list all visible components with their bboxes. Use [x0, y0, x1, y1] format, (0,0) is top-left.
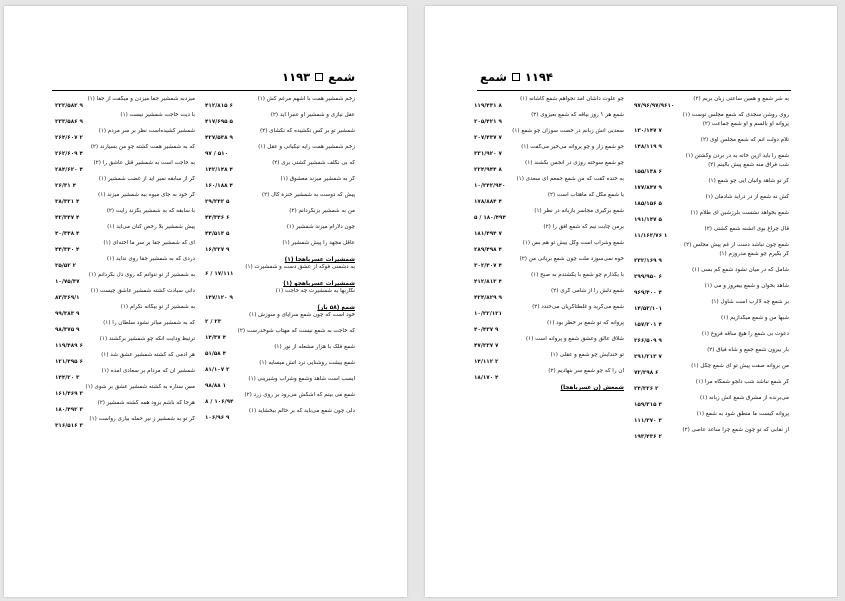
index-entry	[474, 176, 624, 190]
verse-text: هرجا که باشم برود همه کشته شمشیر (۲)	[97, 400, 195, 406]
page-header	[480, 70, 553, 84]
reference-number: ۲۶/۳۱ ۴	[55, 183, 77, 189]
index-entry	[55, 384, 195, 398]
index-entry	[474, 320, 624, 334]
section-heading: شمشیرات عسرباهجو (۱)	[283, 281, 355, 287]
reference-number: ۲۸۹/۴۹۸ ۴	[474, 247, 502, 253]
reference-number: ۱۹۳/۴۳۶ ۲	[634, 434, 662, 440]
verse-text: از نقابی که تو چون شمع چرا ساعد عاصی (۲)	[682, 427, 789, 433]
verse-text: آن را که چو شمع سر بنهادیم (۲)	[548, 368, 624, 374]
index-entry	[55, 96, 195, 110]
reference-number: ۶ / ۱۷/۱۱۱	[205, 271, 234, 277]
verse-text: من بروانه صفت پیش تو ای شمع چگل (۱)	[691, 363, 789, 369]
index-entry	[205, 192, 355, 206]
index-entry	[474, 160, 624, 174]
reference-number: ۲۶۴/۶۰۷ ۲	[55, 135, 83, 141]
verse-text: که به شمشیر همت کشته چو من بسیارند (۲)	[90, 144, 195, 150]
verse-text: زخم شمشیر همت با اشهم مرغم کش (۱)	[257, 96, 355, 102]
index-entry	[205, 264, 355, 278]
reference-number: ۲۵/۵۲ ۲	[55, 263, 77, 269]
index-entry	[634, 427, 789, 441]
index-entry	[55, 368, 195, 382]
reference-number: ۳۳۱/۹۲۰ ۷	[474, 151, 502, 157]
verse-text: تلام دولت آنم که شمع مجلس اوی (۲)	[700, 137, 789, 143]
reference-number: ۱۱۹/۴۳۱ ۸	[474, 103, 502, 109]
index-entry	[634, 178, 789, 192]
page-number: ۱۱۹۳	[282, 70, 311, 84]
verse-text: خوه نمی‌سوزد ملت چون شمع بریانی من (۲)	[519, 256, 624, 262]
reference-number: ۱۶۱/۴۶۹ ۳	[55, 391, 83, 397]
reference-number: ۴۱۷/۶۹۵ ۵	[205, 119, 233, 125]
verse-text: گر شمع نباشد شب دلجو شمگاه مرا (۱)	[695, 379, 789, 385]
reference-number: ۱۰/۲۲/۱۲۱	[474, 311, 502, 317]
index-entry	[55, 160, 195, 174]
reference-number: ۲ / ۲۳	[205, 319, 222, 325]
verse-text: ترتیظ ودایت آنکه چو شمشیر برکشند (۱)	[99, 336, 195, 342]
reference-number: ۴۷/۲۳۷ ۷	[474, 343, 499, 349]
index-entry	[474, 192, 624, 206]
reference-number: ۱۱۹/۴۸۹ ۶	[55, 343, 83, 349]
reference-number: ۱۵۵/۱۳۸ ۶	[634, 169, 662, 175]
index-entry	[474, 368, 624, 382]
verse-text: شمع بخواهد نشست بلرزشین ای طلام (۱)	[690, 210, 789, 216]
verse-text: شمشیر آن که مردام بر سعادی آمده (۱)	[101, 368, 195, 374]
verse-text: با سابقه که به شمشیر بگزند رایت (۲)	[106, 208, 195, 214]
reference-number: ۱۲۱/۴۹۵ ۶	[55, 359, 83, 365]
reference-number: ۵ / ۱۸۰/۴۹۴	[474, 215, 506, 221]
left-page	[4, 6, 407, 597]
verse-text: بار بیرون شمع جمع و شاه فیاق (۲)	[707, 347, 789, 353]
verse-text: من به شمشیر بزنگردانم (۲)	[289, 208, 355, 214]
index-entry	[634, 267, 789, 281]
reference-number: ۳۸/۳۲۱ ۴	[55, 199, 80, 205]
verse-text: به شمشیر از تو نتوانم که روی دل بگردانم (۱)	[88, 272, 195, 278]
reference-number: ۴۴/۳۴۶ ۶	[205, 215, 230, 221]
verse-text: شلاق عالق وعشق شمع و پروانه است (۱)	[525, 336, 624, 342]
reference-number: ۲۲۲/۵۸۲ ۹	[55, 103, 83, 109]
reference-number: ۱۸۱/۴۹۴ ۷	[474, 231, 502, 237]
square-icon	[512, 73, 520, 81]
verse-text: می‌برنده از مشرق شمع آتش زبانه (۱)	[699, 395, 789, 401]
index-entry	[634, 242, 789, 249]
index-entry	[474, 112, 624, 126]
index-entry	[205, 376, 355, 390]
index-entry	[205, 288, 355, 302]
index-entry	[205, 224, 355, 238]
right-page	[425, 6, 837, 597]
index-entry	[634, 363, 789, 377]
verse-text: که بی نگلف شمشیر کشتی بری (۲)	[272, 160, 355, 166]
reference-number: ۱۶/۲۲۷ ۹	[205, 247, 230, 253]
verse-text: شمشیر تو بر کس نکشیده که نکشای (۲)	[260, 128, 355, 134]
verse-text: گر به شمشیر میزند معشوق (۱)	[280, 176, 355, 182]
index-entry	[55, 304, 195, 318]
reference-number: ۸۳/۳۶۹/۱	[55, 295, 80, 301]
reference-number: ۷۲/۲۹۸ ۶	[634, 370, 659, 376]
index-entry	[474, 352, 624, 366]
index-entry	[55, 176, 195, 190]
reference-number: ۱۱۱/۳۷۰ ۳	[634, 418, 662, 424]
index-entry	[205, 144, 355, 158]
verse-text: برمن چابت نیم که شمع افق را (۲)	[543, 224, 624, 230]
section-heading: شمشیرات عسرباهجا (۱)	[284, 257, 355, 263]
reference-number: ۲۹۹/۹۵۰ ۶	[634, 274, 662, 280]
index-entry	[205, 96, 355, 110]
reference-number: ۲۴/۲۲۶ ۲	[634, 386, 659, 392]
verse-text: که به شمشیر میاثر نشود سلطان را (۱)	[103, 320, 195, 326]
reference-number: ۹۷/۹۶/۹۷/۹۶۱۰	[634, 103, 675, 109]
verse-text: تو خندایش چو شمع و عقلی (۱)	[550, 352, 624, 358]
verse-text: شمع برگیری مجاسر بازبانه در نظر (۱)	[534, 208, 624, 214]
square-icon	[315, 73, 323, 81]
reference-number: ۹۹/۳۸۳ ۹	[55, 311, 80, 317]
verse-text: دردی که به شمشیر جفا روی نداید (۱)	[106, 256, 195, 262]
verse-text: شمع فلک با هزار مشعله از نور (۱)	[274, 344, 355, 350]
index-entry	[634, 347, 789, 361]
index-entry	[634, 315, 789, 329]
verse-text: گر تو شاهد وانیان آیی چو شمع (۱)	[708, 178, 789, 184]
verse-text: نگاربها به شمشیرت چه حاجت (۱)	[275, 288, 355, 294]
index-entry	[634, 226, 789, 240]
index-entry	[474, 144, 624, 158]
index-entry	[634, 411, 789, 425]
reference-number: ۱۴/۳۷ ۴	[205, 335, 227, 341]
verse-text: شامل که در میان نشود شمع گم بسی (۱)	[691, 267, 789, 273]
verse-text: به خاجت است به شمشیر قتل عاشق را (۲)	[93, 160, 195, 166]
reference-number: ۴۱۲/۸۱۵ ۶	[205, 103, 233, 109]
verse-text: پیش شمشیر بلا رخص کنان می‌آید (۱)	[107, 224, 195, 230]
verse-text: گر تو به شمشیر ز نیر حمله بیاری رواست (۱)	[89, 416, 195, 422]
reference-number: ۲۳۲/۱۶۹ ۹	[634, 258, 662, 264]
verse-text: دانی سیادت کشته شمشیر عاشق چیست (۱)	[90, 288, 195, 294]
verse-text: روی روشن سجدی که شمع مجلس توست (۱)	[682, 112, 789, 118]
verse-text: ای که شمشیر جفا بر سر ما آخته‌ای (۱)	[103, 240, 195, 246]
verse-text: شمع وشراب است وگل بیش تو هم بس (۱)	[522, 240, 624, 246]
verse-text: پروانه که تو شمع بر خطر بود (۱)	[546, 320, 624, 326]
reference-number: ۹۷ / ۵۱۰	[205, 151, 229, 157]
verse-text: به شمشیر از تو بیگانه نگرام (۱)	[120, 304, 195, 310]
verse-text: به دشمنی فوکه از عشق دست و شمشیرت (۱)	[245, 264, 355, 270]
index-entry	[55, 352, 195, 366]
index-entry	[474, 288, 624, 302]
verse-text: یا شمع مگل که ماهتاب است (۲)	[547, 192, 624, 198]
entries-column	[205, 96, 355, 424]
reference-number: ۴۰/۴۳۷ ۹	[474, 327, 499, 333]
reference-number: ۱۶۰/۱۸۸ ۴	[205, 183, 233, 189]
reference-number: ۴۰/۳۴۸ ۴	[55, 231, 80, 237]
verse-text: شمع چون نباشد دست از غم پیش مجلس (۲)	[683, 242, 789, 248]
entries-column	[474, 96, 624, 392]
verse-text: شمع دلش را از شامی گری (۲)	[551, 288, 624, 294]
index-entry	[205, 312, 355, 326]
index-entry	[55, 208, 195, 222]
index-entry	[55, 288, 195, 302]
index-entry	[55, 112, 195, 126]
index-entry	[205, 240, 355, 254]
index-entry	[55, 192, 195, 206]
reference-number: ۴۴/۳۴۰ ۴	[55, 247, 80, 253]
verse-text: که خاجت به شمع نیست که مهتاب شوخدرست (۲)	[237, 328, 355, 334]
index-entry	[55, 224, 195, 238]
index-entry	[634, 194, 789, 208]
reference-number: ۱۳۰/۱۴۷ ۷	[634, 128, 662, 134]
verse-text: هر آدمی که کشته شمشیر عشق شد (۱)	[101, 352, 195, 358]
verse-text: عاقل مجهد را پیش شمشیر (۱)	[282, 240, 355, 246]
verse-text: شب فراق منه شمع پیش بالینم (۲)	[708, 162, 789, 168]
index-entry	[205, 208, 355, 222]
verse-text: گر از سابقه نمیر آید از غضب شمشیر (۱)	[98, 176, 195, 182]
index-entry	[474, 256, 624, 270]
reference-number: ۱۵۹/۳۱۵ ۳	[634, 402, 662, 408]
index-entry	[474, 336, 624, 350]
header-word: شمع	[480, 70, 507, 84]
reference-number: ۹۸/۳۷۵ ۹	[55, 327, 80, 333]
index-entry	[474, 304, 624, 318]
section-heading: شمعش (ن عسرباهجا)	[560, 385, 624, 391]
reference-number: ۱۰/۷۵/۳۷	[55, 279, 80, 285]
verse-text: زخم شمشیر همت رایه تیکیانی و عقل (۱)	[258, 144, 355, 150]
reference-number: ۲۶۶/۵۰۹ ۹	[634, 338, 662, 344]
verse-text: پروانه کیست ما منطق شود به شمع (۱)	[696, 411, 789, 417]
index-entry	[205, 328, 355, 342]
reference-number: ۱۸/۱۷۰ ۴	[474, 375, 499, 381]
verse-text: شمع را باید ازین خانه به در بردن وکشتن (۱)	[685, 153, 789, 159]
verse-text: بر شمع چه لاارب است شاول (۱)	[711, 299, 789, 305]
verse-text: گر خود به جای میوه ببه شمشیر میزند (۱)	[98, 192, 195, 198]
index-entry	[634, 283, 789, 297]
header-rule	[52, 90, 357, 91]
index-entry	[474, 272, 624, 286]
index-entry	[55, 128, 195, 142]
reference-number: ۱۴۲/۱۴۸ ۴	[205, 167, 233, 173]
index-entry	[205, 176, 355, 190]
reference-number: ۱۱/۱۶۲/۷۶ ۱	[634, 233, 668, 239]
reference-number: ۱۴/۱۱۲ ۲	[474, 359, 499, 365]
index-entry	[55, 240, 195, 254]
index-entry	[55, 400, 195, 414]
index-entry	[205, 344, 355, 358]
verse-text: شبها من و شمع میگدازیم (۱)	[720, 315, 789, 321]
index-entry	[55, 256, 195, 270]
header-rule	[477, 90, 791, 91]
index-entry	[634, 112, 789, 119]
index-entry	[634, 162, 789, 176]
verse-text: شمع می بینم که اشکش می‌رود بر روی زرد (۲)	[244, 392, 355, 398]
index-entry	[634, 96, 789, 110]
reference-number: ۲۰۷/۴۳۷ ۷	[474, 135, 502, 141]
index-entry	[205, 128, 355, 142]
reference-number: ۳۱۶/۵۱۶ ۳	[55, 423, 83, 429]
verse-text: چو علوت داشان آمد نجواهم شمع کاشانه (۱)	[519, 96, 624, 102]
verse-text: چون دلارام میزند شمشیر (۱)	[286, 224, 355, 230]
verse-text: شمع می‌گرید و غلطتاگریان می‌خندد (۲)	[532, 304, 624, 310]
index-entry	[474, 224, 624, 238]
reference-number: ۸۱/۱۰۷ ۲	[205, 367, 230, 373]
index-entry	[55, 416, 195, 430]
verse-text: شمع هر ؟ روز بیاقه که شمع بعیزوی (۲)	[531, 112, 624, 118]
reference-number: ۴۲۷/۵۳۸ ۹	[205, 135, 233, 141]
verse-text: با یگذارم چو شمع با یکشندم به صبح (۱)	[530, 272, 624, 278]
verse-text: دعوت بی شمع را هیچ ساقه فروغ (۱)	[701, 331, 789, 337]
page-header	[282, 70, 355, 84]
reference-number: ۱۷۷/۸۴۷ ۹	[634, 185, 662, 191]
index-entry	[634, 331, 789, 345]
index-entry	[474, 128, 624, 142]
verse-text: عقل نیازی و شمشیر او عنبرا آید (۲)	[270, 112, 355, 118]
reference-number: ۹۸/۸۸ ۱	[205, 383, 227, 389]
reference-number: ۱۰/۲۴۲/۹۴۰	[474, 183, 506, 189]
index-entry	[474, 96, 624, 110]
index-entry	[634, 379, 789, 393]
index-entry	[474, 208, 624, 222]
index-entry	[55, 144, 195, 158]
entries-column	[55, 96, 195, 432]
reference-number: ۸ / ۱۰۶/۹۴	[205, 399, 234, 405]
index-entry	[634, 153, 789, 160]
reference-number: ۴۱۲/۸۱۳ ۴	[474, 279, 502, 285]
index-entry	[634, 299, 789, 313]
verse-text: شمع بیشت روشنایی نرد آتش میسایه (۱)	[259, 360, 355, 366]
reference-number: ۱۸۰/۴۹۲ ۳	[55, 407, 83, 413]
verse-text: پیش که دوست به شمشیر خنزة کال (۲)	[261, 192, 355, 198]
reference-number: ۱۹۱/۱۴۷ ۵	[634, 217, 662, 223]
reference-number: ۴۲/۳۴۷ ۴	[55, 215, 80, 221]
index-entry	[474, 240, 624, 254]
verse-text: پروانه او بالسم و او شمع جماعت (۲)	[702, 121, 789, 127]
page-number: ۱۱۹۴	[524, 70, 553, 84]
verse-text: ایسب است شاهد وشمع وشراب وشیرینی (۱)	[248, 376, 355, 382]
reference-number: ۲۶۲/۶۰۹ ۴	[55, 151, 83, 157]
verse-text: گر بگیرم چو شمع مدروزم (۱)	[719, 251, 789, 257]
reference-number: ۱۴۸/۱۱۹ ۹	[634, 144, 662, 150]
index-entry	[205, 360, 355, 374]
verse-text: جو شمع زار و چو پروانه می‌خیر می‌گفت (۱)	[521, 144, 624, 150]
reference-number: ۲۰۵/۴۲۱ ۹	[474, 119, 502, 125]
reference-number: ۲۳۳/۵۸۶ ۹	[55, 119, 83, 125]
verse-text: قال چراغ بوی آتشنه شمع گشتی (۲)	[704, 226, 789, 232]
verse-text: کش نه شمع از در درآید شادمان (۱)	[705, 194, 789, 200]
index-entry	[634, 137, 789, 151]
reference-number: ۵۱/۵۸ ۴	[205, 351, 227, 357]
reference-number: ۲۲۴/۹۴۴ ۸	[474, 167, 502, 173]
index-entry	[205, 392, 355, 406]
reference-number: ۹۶۹/۴۰۰ ۴	[634, 290, 662, 296]
index-entry	[205, 408, 355, 422]
verse-text: خود است که چون شمع سرایای و سوزش (۱)	[249, 312, 355, 318]
verse-text: به خنده گفت که من شمع جمعم ای سعدی (۱)	[516, 176, 624, 182]
index-entry	[55, 336, 195, 350]
verse-text: میزدبه شمشیر جفا میزدن و میگفت از جفا (۱)	[87, 96, 195, 102]
index-entry	[634, 210, 789, 224]
verse-text: سعدیی آتش زبانم در خصت سوزان چو شمع (۱)	[512, 128, 624, 134]
header-word: شمع	[328, 70, 355, 84]
verse-text: دلی چون شمع می‌باید که بر حالم ببخشاید (۱)	[248, 408, 355, 414]
reference-number: ۲۹/۲۴۲ ۵	[205, 199, 230, 205]
reference-number: ۱۴۴/۲۰ ۳	[55, 375, 80, 381]
reference-number: ۱۴/۵۳/۱۰۱	[634, 306, 662, 312]
index-entry	[205, 160, 355, 174]
reference-number: ۲۹۱/۲۱۳ ۷	[634, 354, 662, 360]
verse-text: شمشیر کشیده‌است نظر بر سر مردم (۱)	[98, 128, 195, 134]
verse-text: مس ستاره به کشته شمشیر عشق بر شوی (۱)	[85, 384, 195, 390]
verse-text: به شر شمع و همین ساعتی زبان بریم (۲)	[693, 96, 789, 102]
entries-column	[634, 96, 789, 443]
reference-number: ۲۸۴/۶۲۰ ۴	[55, 167, 83, 173]
reference-number: ۱۰۶/۹۶ ۹	[205, 415, 230, 421]
reference-number: ۱۷۸/۸۸۴ ۴	[474, 199, 502, 205]
reference-number: ۱۴۷/۱۲۰ ۹	[205, 295, 233, 301]
index-entry	[634, 121, 789, 135]
reference-number: ۱۸۵/۱۵۶ ۵	[634, 201, 662, 207]
index-entry	[205, 112, 355, 126]
verse-text: با دیت خاجت شمشیر نیست (۱)	[120, 112, 195, 118]
index-entry	[634, 251, 789, 265]
reference-number: ۴۲۴/۸۲۹ ۹	[474, 295, 502, 301]
reference-number: ۳۰۲/۴۰۷ ۴	[474, 263, 502, 269]
verse-text: چو شمع سوخته روزی در انجمن بکشند (۱)	[525, 160, 624, 166]
section-heading: شمع (۵۸ بار)	[317, 305, 355, 311]
index-entry	[55, 272, 195, 286]
verse-text: شاهد بخوان و شمع بیفروز و می (۱)	[704, 283, 789, 289]
index-entry	[55, 320, 195, 334]
index-entry	[634, 395, 789, 409]
reference-number: ۱۵۷/۲۰۱ ۴	[634, 322, 662, 328]
reference-number: ۴۴/۵۱۳ ۵	[205, 231, 230, 237]
